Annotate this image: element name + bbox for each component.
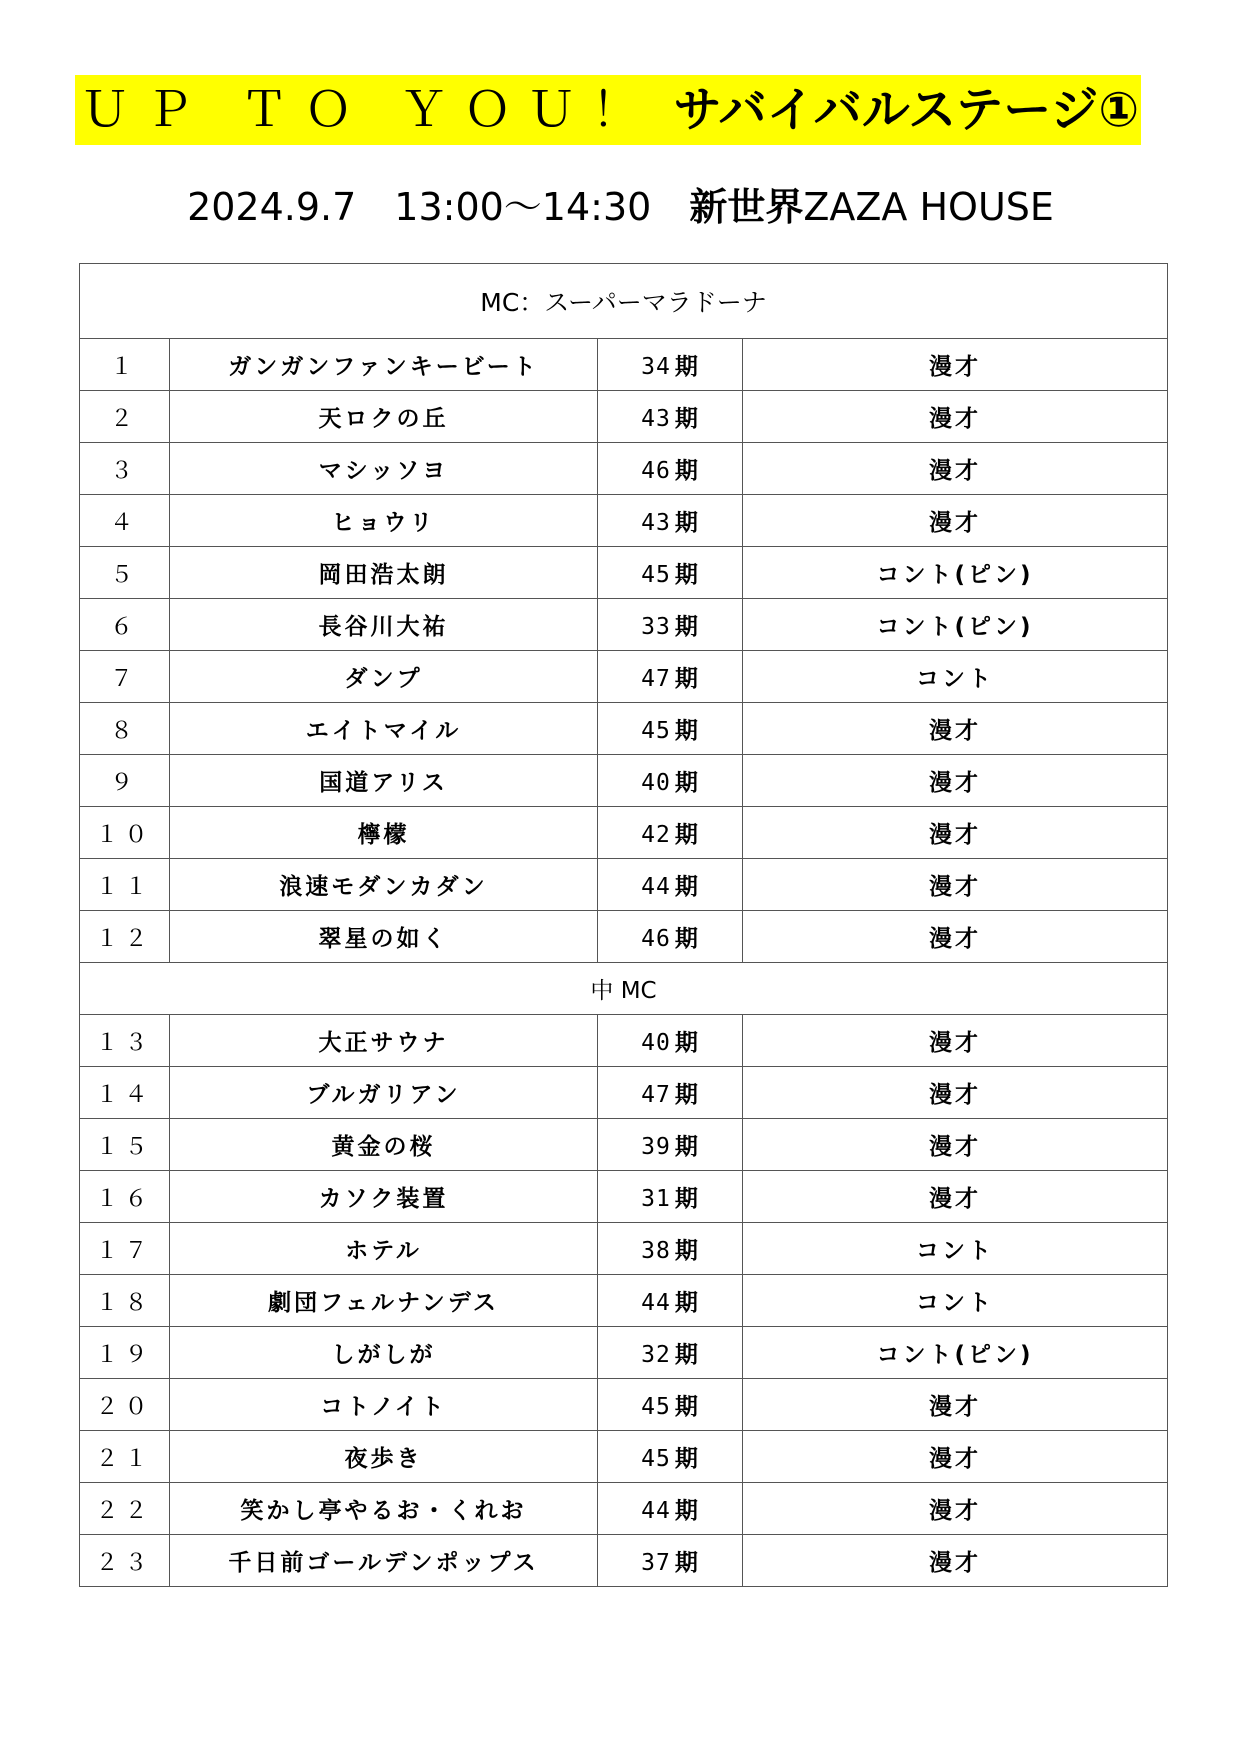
generation-number: 47: [641, 1082, 671, 1108]
generation-cell: [598, 339, 743, 391]
table-row: [80, 391, 1168, 443]
generation-cell: [598, 1223, 743, 1275]
venue-en: ZAZA HOUSE: [803, 185, 1054, 229]
generation-suffix: 期: [674, 1550, 699, 1576]
performer-name: マシッソヨ: [170, 443, 598, 495]
performer-name: 浪速モダンカダン: [170, 859, 598, 911]
order-number: ３: [80, 443, 170, 495]
order-number: １１: [80, 859, 170, 911]
performance-genre: 漫才: [743, 1067, 1168, 1119]
generation-suffix: 期: [674, 718, 699, 744]
table-row: [80, 1223, 1168, 1275]
generation-suffix: 期: [674, 614, 699, 640]
order-number: １６: [80, 1171, 170, 1223]
generation-suffix: 期: [674, 1186, 699, 1212]
performance-genre: 漫才: [743, 859, 1168, 911]
generation-number: 34: [641, 354, 671, 380]
table-row: [80, 1379, 1168, 1431]
generation-cell: [598, 1067, 743, 1119]
performance-genre: 漫才: [743, 391, 1168, 443]
performance-genre: 漫才: [743, 443, 1168, 495]
generation-cell: [598, 911, 743, 963]
generation-suffix: 期: [674, 1082, 699, 1108]
performance-genre: コント: [743, 1223, 1168, 1275]
table-row: [80, 339, 1168, 391]
performance-genre: 漫才: [743, 911, 1168, 963]
generation-cell: [598, 1015, 743, 1067]
order-number: １: [80, 339, 170, 391]
performer-name: ホテル: [170, 1223, 598, 1275]
performer-name: 笑かし亭やるお・くれお: [170, 1483, 598, 1535]
generation-number: 45: [641, 562, 671, 588]
order-number: １２: [80, 911, 170, 963]
venue-jp: 新世界: [689, 185, 804, 229]
generation-number: 45: [641, 718, 671, 744]
order-number: １３: [80, 1015, 170, 1067]
table-row: [80, 1015, 1168, 1067]
order-number: １４: [80, 1067, 170, 1119]
mid-mc-row: [80, 963, 1168, 1015]
generation-suffix: 期: [674, 1238, 699, 1264]
generation-suffix: 期: [674, 1498, 699, 1524]
performance-genre: コント: [743, 651, 1168, 703]
table-row: [80, 1067, 1168, 1119]
performer-name: コトノイト: [170, 1379, 598, 1431]
generation-suffix: 期: [674, 666, 699, 692]
order-number: ２０: [80, 1379, 170, 1431]
generation-number: 44: [641, 1498, 671, 1524]
table-row: [80, 1171, 1168, 1223]
generation-cell: [598, 1535, 743, 1587]
order-number: １０: [80, 807, 170, 859]
table-row: [80, 755, 1168, 807]
order-number: １９: [80, 1327, 170, 1379]
performance-genre: 漫才: [743, 807, 1168, 859]
generation-cell: [598, 1431, 743, 1483]
generation-suffix: 期: [674, 562, 699, 588]
performer-name: 翠星の如く: [170, 911, 598, 963]
performer-name: しがしが: [170, 1327, 598, 1379]
generation-cell: [598, 1275, 743, 1327]
performer-name: ブルガリアン: [170, 1067, 598, 1119]
generation-suffix: 期: [674, 874, 699, 900]
performer-name: 檸檬: [170, 807, 598, 859]
performer-name: 大正サウナ: [170, 1015, 598, 1067]
generation-suffix: 期: [674, 458, 699, 484]
generation-cell: [598, 755, 743, 807]
order-number: １５: [80, 1119, 170, 1171]
title-latin: ＵＰ ＴＯ ＹＯＵ！: [81, 82, 656, 138]
performer-name: 長谷川大祐: [170, 599, 598, 651]
performance-genre: 漫才: [743, 1379, 1168, 1431]
generation-suffix: 期: [674, 1446, 699, 1472]
mc-label: MC：スーパーマラドーナ: [80, 264, 1168, 339]
table-row: [80, 1483, 1168, 1535]
generation-cell: [598, 651, 743, 703]
generation-suffix: 期: [674, 1030, 699, 1056]
performer-name: カソク装置: [170, 1171, 598, 1223]
performance-genre: コント(ピン): [743, 599, 1168, 651]
performer-name: ヒョウリ: [170, 495, 598, 547]
performance-genre: 漫才: [743, 1483, 1168, 1535]
generation-number: 46: [641, 458, 671, 484]
table-row: [80, 547, 1168, 599]
order-number: ８: [80, 703, 170, 755]
table-row: [80, 1327, 1168, 1379]
generation-cell: [598, 859, 743, 911]
generation-number: 44: [641, 1290, 671, 1316]
performer-name: 天ロクの丘: [170, 391, 598, 443]
generation-suffix: 期: [674, 354, 699, 380]
table-row: [80, 1431, 1168, 1483]
event-date: 2024.9.7: [187, 185, 357, 229]
generation-suffix: 期: [674, 510, 699, 536]
performance-genre: 漫才: [743, 1171, 1168, 1223]
mid-mc-label: 中 MC: [80, 963, 1168, 1015]
generation-suffix: 期: [674, 926, 699, 952]
performer-name: 劇団フェルナンデス: [170, 1275, 598, 1327]
performance-genre: コント(ピン): [743, 1327, 1168, 1379]
order-number: ２: [80, 391, 170, 443]
generation-number: 33: [641, 614, 671, 640]
performance-genre: 漫才: [743, 1535, 1168, 1587]
table-row: [80, 807, 1168, 859]
performer-name: エイトマイル: [170, 703, 598, 755]
generation-number: 37: [641, 1550, 671, 1576]
generation-number: 40: [641, 1030, 671, 1056]
performer-name: ダンプ: [170, 651, 598, 703]
mc-row: [80, 264, 1168, 339]
generation-suffix: 期: [674, 1290, 699, 1316]
order-number: ２３: [80, 1535, 170, 1587]
generation-cell: [598, 1119, 743, 1171]
table-row: [80, 495, 1168, 547]
order-number: ４: [80, 495, 170, 547]
generation-cell: [598, 807, 743, 859]
generation-number: 43: [641, 406, 671, 432]
generation-number: 46: [641, 926, 671, 952]
generation-cell: [598, 1379, 743, 1431]
order-number: １７: [80, 1223, 170, 1275]
generation-number: 47: [641, 666, 671, 692]
performance-genre: 漫才: [743, 339, 1168, 391]
generation-suffix: 期: [674, 406, 699, 432]
table-row: [80, 651, 1168, 703]
table-row: [80, 859, 1168, 911]
performance-genre: 漫才: [743, 703, 1168, 755]
order-number: ５: [80, 547, 170, 599]
order-number: ９: [80, 755, 170, 807]
performance-genre: コント(ピン): [743, 547, 1168, 599]
page-title: [81, 81, 1139, 139]
generation-suffix: 期: [674, 822, 699, 848]
performer-name: 岡田浩太朗: [170, 547, 598, 599]
table-row: [80, 1119, 1168, 1171]
table-row: [80, 443, 1168, 495]
order-number: ２１: [80, 1431, 170, 1483]
lineup-body: [80, 264, 1168, 1587]
generation-number: 32: [641, 1342, 671, 1368]
generation-number: 44: [641, 874, 671, 900]
generation-number: 43: [641, 510, 671, 536]
title-kana: サバイバルステージ①: [673, 82, 1139, 138]
performance-genre: 漫才: [743, 1431, 1168, 1483]
generation-suffix: 期: [674, 770, 699, 796]
performance-genre: 漫才: [743, 495, 1168, 547]
generation-number: 38: [641, 1238, 671, 1264]
lineup-table: [79, 263, 1168, 1587]
event-info: [0, 182, 1241, 232]
table-row: [80, 911, 1168, 963]
generation-number: 42: [641, 822, 671, 848]
generation-cell: [598, 1483, 743, 1535]
order-number: １８: [80, 1275, 170, 1327]
performer-name: 千日前ゴールデンポップス: [170, 1535, 598, 1587]
performance-genre: 漫才: [743, 1119, 1168, 1171]
generation-number: 40: [641, 770, 671, 796]
performance-genre: 漫才: [743, 755, 1168, 807]
generation-cell: [598, 599, 743, 651]
event-time: 13:00～14:30: [394, 185, 652, 229]
order-number: ７: [80, 651, 170, 703]
performer-name: 夜歩き: [170, 1431, 598, 1483]
order-number: ６: [80, 599, 170, 651]
generation-number: 45: [641, 1446, 671, 1472]
generation-cell: [598, 1327, 743, 1379]
generation-suffix: 期: [674, 1134, 699, 1160]
generation-cell: [598, 443, 743, 495]
performer-name: ガンガンファンキービート: [170, 339, 598, 391]
performance-genre: コント: [743, 1275, 1168, 1327]
generation-cell: [598, 547, 743, 599]
generation-suffix: 期: [674, 1342, 699, 1368]
generation-cell: [598, 1171, 743, 1223]
generation-number: 31: [641, 1186, 671, 1212]
generation-number: 39: [641, 1134, 671, 1160]
generation-number: 45: [641, 1394, 671, 1420]
performer-name: 黄金の桜: [170, 1119, 598, 1171]
table-row: [80, 599, 1168, 651]
table-row: [80, 1535, 1168, 1587]
order-number: ２２: [80, 1483, 170, 1535]
generation-cell: [598, 391, 743, 443]
table-row: [80, 1275, 1168, 1327]
performance-genre: 漫才: [743, 1015, 1168, 1067]
generation-suffix: 期: [674, 1394, 699, 1420]
generation-cell: [598, 703, 743, 755]
generation-cell: [598, 495, 743, 547]
title-banner: [75, 75, 1141, 145]
table-row: [80, 703, 1168, 755]
performer-name: 国道アリス: [170, 755, 598, 807]
